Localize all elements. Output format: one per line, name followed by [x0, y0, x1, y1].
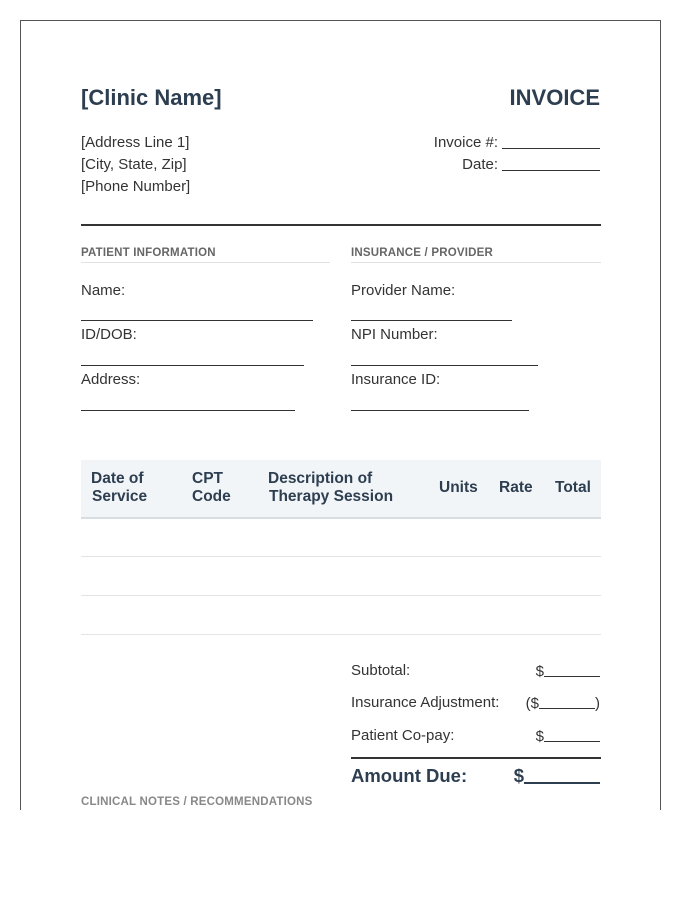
invoice-meta: [434, 132, 600, 176]
col-description: [268, 470, 393, 506]
subtotal-label: Subtotal:: [351, 662, 411, 679]
services-table-header: [81, 460, 601, 519]
city-state-zip: [City, State, Zip]: [81, 156, 187, 173]
patient-name-label: Name:: [81, 282, 126, 299]
invoice-title: INVOICE: [509, 85, 600, 110]
invoice-number-field[interactable]: [502, 132, 600, 149]
col-rate: Rate: [499, 479, 533, 496]
patient-id-dob-label: ID/DOB:: [81, 326, 137, 343]
amount-due-field[interactable]: [524, 765, 600, 784]
table-row: [81, 556, 601, 557]
insurance-id-label: Insurance ID:: [351, 371, 441, 388]
header-divider: [81, 224, 601, 226]
npi-number-label: NPI Number:: [351, 326, 438, 343]
col-cpt-line-2: Code: [192, 488, 231, 505]
patient-name-field[interactable]: [81, 320, 313, 321]
col-cpt-code: [192, 470, 231, 506]
col-desc-line-2: Therapy Session: [269, 488, 394, 505]
insurance-id-field[interactable]: [351, 410, 529, 411]
insurance-adjustment-label: Insurance Adjustment:: [351, 694, 500, 711]
patient-id-dob-field[interactable]: [81, 365, 304, 366]
phone-number: [Phone Number]: [81, 178, 191, 195]
table-row: [81, 595, 601, 596]
invoice-page: [20, 20, 661, 810]
clinic-name: [Clinic Name]: [81, 85, 222, 110]
clinical-notes-title: CLINICAL NOTES / RECOMMENDATIONS: [81, 796, 313, 808]
table-row: [81, 634, 601, 635]
invoice-number-row: [434, 132, 600, 154]
adjustment-suffix: ): [595, 695, 600, 712]
npi-number-field[interactable]: [351, 365, 538, 366]
amount-due-label: Amount Due:: [351, 765, 468, 786]
invoice-number-label: Invoice #:: [433, 134, 498, 151]
col-cpt-line-1: CPT: [192, 470, 223, 487]
subtotal-currency: $: [535, 663, 544, 680]
col-date-of-service: [91, 470, 147, 506]
adjustment-prefix: ($: [525, 695, 539, 712]
col-units: Units: [439, 479, 478, 496]
patient-copay-value[interactable]: [536, 727, 600, 745]
address-line-1: [Address Line 1]: [81, 134, 190, 151]
insurance-adjustment-value[interactable]: [526, 694, 600, 712]
patient-address-label: Address:: [81, 371, 141, 388]
col-date-line-1: Date of: [91, 470, 144, 487]
patient-section-title: PATIENT INFORMATION: [81, 247, 330, 263]
copay-currency: $: [535, 728, 544, 745]
subtotal-field[interactable]: [544, 662, 600, 677]
insurance-section-title: INSURANCE / PROVIDER: [351, 247, 601, 263]
date-field[interactable]: [502, 154, 600, 171]
patient-address-field[interactable]: [81, 410, 295, 411]
subtotal-value[interactable]: [536, 662, 600, 680]
amount-due-currency: $: [513, 765, 524, 786]
col-desc-line-1: Description of: [268, 470, 373, 487]
col-total: Total: [555, 479, 591, 496]
amount-due-value[interactable]: [514, 765, 600, 787]
copay-field[interactable]: [544, 727, 600, 742]
amount-due-divider: [351, 757, 601, 759]
date-label: Date:: [462, 156, 498, 173]
adjustment-field[interactable]: [539, 694, 595, 709]
provider-name-label: Provider Name:: [351, 282, 456, 299]
patient-copay-label: Patient Co-pay:: [351, 727, 455, 744]
provider-name-field[interactable]: [351, 320, 512, 321]
col-date-line-2: Service: [92, 488, 148, 505]
date-row: [434, 154, 600, 176]
clinic-address: [81, 132, 190, 198]
